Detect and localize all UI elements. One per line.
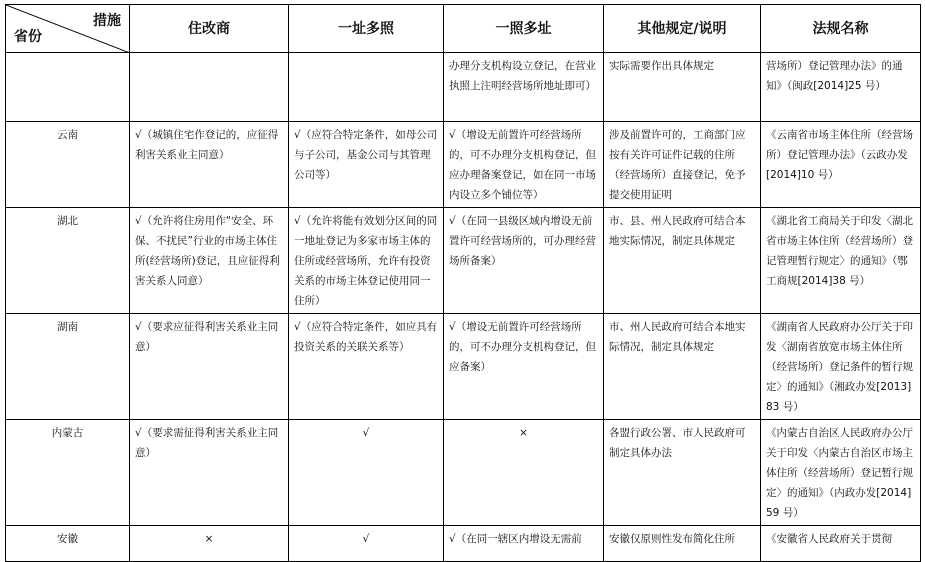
table-cell: √（在同一辖区内增设无需前 bbox=[444, 526, 604, 562]
table-cell: × bbox=[444, 420, 604, 526]
column-header: 其他规定/说明 bbox=[604, 5, 761, 53]
column-header: 住改商 bbox=[130, 5, 289, 53]
table-cell bbox=[289, 53, 444, 122]
table-cell: √（应符合特定条件，如母公司与子公司，基金公司与其管理公司等） bbox=[289, 122, 444, 208]
column-header: 一址多照 bbox=[289, 5, 444, 53]
table-row bbox=[6, 420, 921, 526]
province-cell: 湖南 bbox=[6, 314, 130, 420]
province-cell: 安徽 bbox=[6, 526, 130, 562]
table-cell: √（要求需征得利害关系业主同意） bbox=[130, 420, 289, 526]
table-cell: √（允许将住房用作“安全、环保、不扰民”行业的市场主体住所(经营场所)登记，且应征得利害关系人同意） bbox=[130, 208, 289, 314]
table-cell: 《安徽省人民政府关于贯彻 bbox=[761, 526, 921, 562]
table-cell: 安徽仅原则性发布简化住所 bbox=[604, 526, 761, 562]
table-cell: × bbox=[130, 526, 289, 562]
table-cell: √（应符合特定条件，如应具有投资关系的关联关系等） bbox=[289, 314, 444, 420]
table-row bbox=[6, 208, 921, 314]
table-cell: √（在同一县级区域内增设无前置许可经营场所的，可办理经营场所备案） bbox=[444, 208, 604, 314]
table-cell: √（要求应征得利害关系业主同意） bbox=[130, 314, 289, 420]
corner-top-label: 措施 bbox=[93, 13, 121, 29]
table-cell: √（增设无前置许可经营场所的，可不办理分支机构登记，但应备案） bbox=[444, 314, 604, 420]
table-cell: 各盟行政公署、市人民政府可制定具体办法 bbox=[604, 420, 761, 526]
table-row bbox=[6, 314, 921, 420]
table-cell: 《湖南省人民政府办公厅关于印发〈湖南省放宽市场主体住所（经营场所）登记条件的暂行规定〉的通知》（湘政办发[2013]83 号） bbox=[761, 314, 921, 420]
table-cell: √ bbox=[289, 420, 444, 526]
corner-bottom-label: 省份 bbox=[14, 29, 42, 45]
province-cell: 内蒙古 bbox=[6, 420, 130, 526]
table-row bbox=[6, 53, 921, 122]
table-cell: 市、县、州人民政府可结合本地实际情况，制定具体规定 bbox=[604, 208, 761, 314]
table-cell: 营场所）登记管理办法》的通知》（闽政[2014]25 号） bbox=[761, 53, 921, 122]
table-cell: 《湖北省工商局关于印发〈湖北省市场主体住所（经营场所）登记管理暂行规定〉的通知》（鄂工商规[2014]38 号） bbox=[761, 208, 921, 314]
province-cell bbox=[6, 53, 130, 122]
table-cell: √ bbox=[289, 526, 444, 562]
table-cell: 市、州人民政府可结合本地实际情况，制定具体规定 bbox=[604, 314, 761, 420]
table-cell: 办理分支机构设立登记，在营业执照上注明经营场所地址即可） bbox=[444, 53, 604, 122]
province-cell: 云南 bbox=[6, 122, 130, 208]
regulation-table bbox=[5, 4, 921, 562]
column-header: 一照多址 bbox=[444, 5, 604, 53]
table-cell: 实际需要作出具体规定 bbox=[604, 53, 761, 122]
table-cell: 涉及前置许可的，工商部门应按有关许可证件记载的住所（经营场所）直接登记，免予提交使用证明 bbox=[604, 122, 761, 208]
table-cell: √（城镇住宅作登记的，应征得利害关系业主同意） bbox=[130, 122, 289, 208]
table-row bbox=[6, 122, 921, 208]
table-cell bbox=[130, 53, 289, 122]
corner-header bbox=[6, 5, 130, 53]
header-row bbox=[6, 5, 921, 53]
table-cell: √（允许将能有效划分区间的同一地址登记为多家市场主体的住所或经营场所，允许有投资关系的市场主体登记使用同一住所） bbox=[289, 208, 444, 314]
column-header: 法规名称 bbox=[761, 5, 921, 53]
table-cell: 《云南省市场主体住所（经营场所）登记管理办法》（云政办发[2014]10 号） bbox=[761, 122, 921, 208]
table-cell: 《内蒙古自治区人民政府办公厅关于印发〈内蒙古自治区市场主体住所（经营场所）登记暂行规定〉的通知》（内政办发[2014]59 号） bbox=[761, 420, 921, 526]
table-cell: √（增设无前置许可经营场所的，可不办理分支机构登记，但应办理备案登记，如在同一市场内设立多个铺位等） bbox=[444, 122, 604, 208]
province-cell: 湖北 bbox=[6, 208, 130, 314]
